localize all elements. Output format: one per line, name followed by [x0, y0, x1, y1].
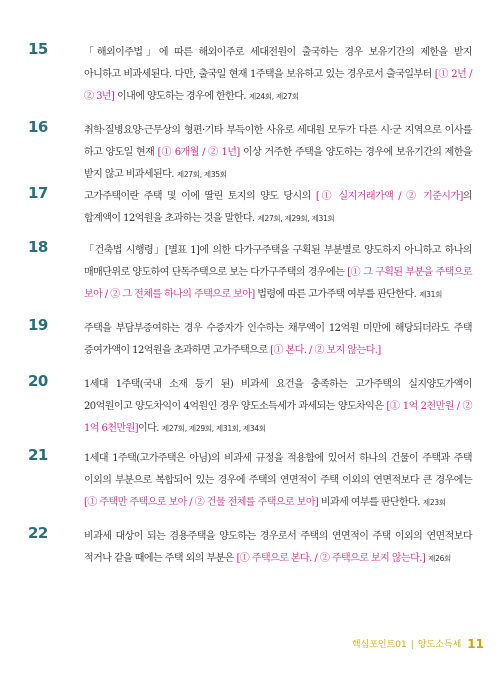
exam-reference: 제31회 — [419, 290, 443, 299]
question-text-segment: 비과세 대상이 되는 겸용주택을 양도하는 경우로서 주택의 연면적이 주택 이외의 연면적보다 적거나 같을 때에는 주택 외의 부분은 — [84, 531, 472, 564]
question-text-segment: 주택을 부담부증여하는 경우 수증자가 인수하는 채무액이 12억원 미만에 해당되더라도 주택 증여가액이 12억원을 초과하면 고가주택으로 — [84, 323, 472, 356]
question-number: 20 — [28, 372, 48, 390]
answer-choices: [① 실지거래가액 / ② 기준시가] — [315, 191, 463, 202]
question-text — [84, 526, 472, 570]
question-text-segment: 1세대 1주택(고가주택은 아님)의 비과세 규정을 적용함에 있어서 하나의 건물이 주택과 주택 이외의 부분으로 복합되어 있는 경우에 주택의 연면적이 주택 이외의 연면적보다 큰 경우에는 — [84, 453, 472, 486]
exam-reference: 제27회, 제29회, 제31회 — [257, 214, 335, 223]
exam-reference: 제26회 — [428, 554, 452, 563]
answer-choices: [① 2년 / ② 3년] — [84, 69, 472, 102]
question-text-segment: 취학·질병요양·근무상의 형편·기타 부득이한 사유로 세대원 모두가 다른 시·군 지역으로 이사를 하고 양도일 현재 — [84, 125, 472, 158]
question-number: 21 — [28, 446, 48, 464]
question-text-segment: 이다. — [138, 423, 159, 434]
question-number: 16 — [28, 118, 48, 136]
answer-choices: [① 주택만 주택으로 보아 / ② 건물 전체를 주택으로 보아] — [84, 497, 319, 508]
question-text-segment: 이내에 양도하는 경우에 한한다. — [114, 91, 246, 102]
question-text — [84, 120, 472, 186]
exam-reference: 제27회, 제29회, 제31회, 제34회 — [161, 424, 266, 433]
question-text-segment: 이상 거주한 주택을 양도하는 경우에 보유기간의 제한을 받지 않고 비과세된다. — [84, 147, 472, 180]
question-text — [84, 318, 472, 362]
question-text — [84, 240, 472, 306]
exam-reference: 제24회, 제27회 — [248, 92, 299, 101]
question-number: 19 — [28, 316, 48, 334]
answer-choices: [① 본다. / ② 보지 않는다.] — [270, 345, 381, 356]
question-text — [84, 374, 472, 440]
question-text-segment: 의 합계액이 12억원을 초과하는 것을 말한다. — [84, 191, 473, 224]
question-text-segment: 「건축법 시행령」[별표 1]에 의한 다가구주택을 구획된 부분별로 양도하지 아니하고 하나의 매매단위로 양도하여 단독주택으로 보는 다가구주택의 경우에는 — [84, 245, 472, 278]
question-text-segment: 비과세 여부를 판단한다. — [318, 497, 420, 508]
exam-reference: 제27회, 제35회 — [176, 170, 227, 179]
answer-choices: [① 주택으로 본다. / ② 주택으로 보지 않는다.] — [236, 553, 426, 564]
question-text-segment: 「해외이주법」에 따른 해외이주로 세대전원이 출국하는 경우 보유기간의 제한을 받지 아니하고 비과세된다. 다만, 출국일 현재 1주택을 보유하고 있는 경우로서 출국일부터 — [84, 47, 472, 80]
exam-reference: 제23회 — [422, 498, 446, 507]
footer-title: 양도소득세 — [417, 640, 462, 650]
question-number: 15 — [28, 40, 48, 58]
answer-choices: [① 6개월 / ② 1년] — [157, 147, 240, 158]
footer-separator: | — [410, 640, 414, 650]
question-text-segment: 법령에 따른 고가주택 여부를 판단한다. — [254, 289, 417, 300]
page-number: 11 — [467, 637, 484, 651]
question-number: 17 — [28, 184, 48, 202]
question-text — [84, 42, 472, 108]
question-text-segment: 1세대 1주택(국내 소재 등기 된) 비과세 요건을 충족하는 고가주택의 실지양도가액이 20억원이고 양도차익이 4억원인 경우 양도소득세가 과세되는 양도차익은 — [84, 379, 472, 412]
question-text — [84, 448, 472, 514]
page-footer — [352, 635, 484, 653]
answer-choices: [① 1억 2천만원 / ② 1억 6천만원] — [84, 401, 472, 434]
footer-section: 핵심포인트01 — [351, 640, 407, 650]
question-number: 18 — [28, 238, 48, 256]
question-number: 22 — [28, 524, 48, 542]
question-text-segment: 고가주택이란 주택 및 이에 딸린 토지의 양도 당시의 — [84, 191, 316, 202]
question-text — [84, 186, 472, 230]
answer-choices: [① 그 구획된 부분을 주택으로 보아 / ② 그 전체를 하나의 주택으로 보아] — [84, 267, 472, 300]
